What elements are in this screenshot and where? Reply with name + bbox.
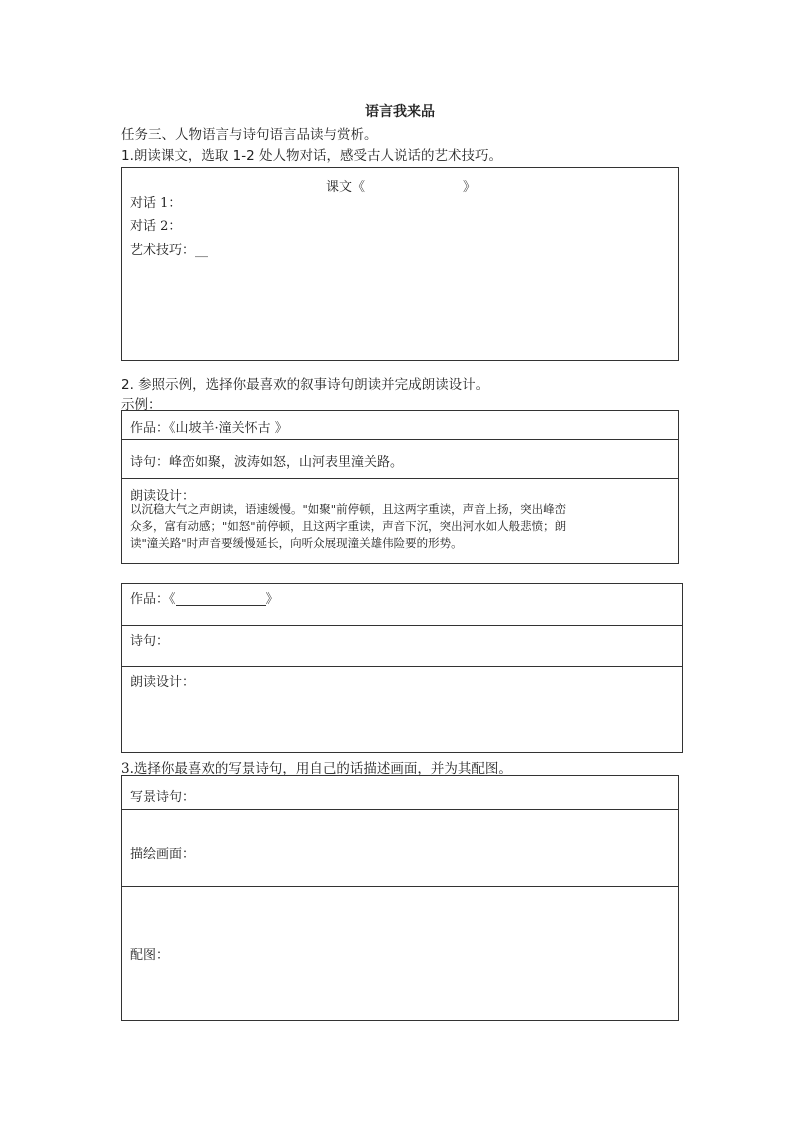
dialogue-1-label: 对话 1： bbox=[130, 196, 182, 211]
text-title-close: 》 bbox=[463, 180, 477, 195]
example-table bbox=[121, 410, 679, 564]
design-line: 众多，富有动感；"如怒"前停顿，且这两字重读，声音下沉，突出河水如人般悲愤；朗 bbox=[130, 519, 567, 533]
technique-label: 艺术技巧：__ bbox=[130, 243, 209, 258]
example-work: 作品：《山坡羊·潼关怀古 》 bbox=[130, 421, 288, 436]
answer-design-row[interactable] bbox=[122, 667, 682, 752]
work-close: 》 bbox=[265, 592, 279, 607]
example-design-label: 朗读设计： bbox=[130, 489, 196, 504]
page-title: 语言我来品 bbox=[365, 104, 435, 120]
design-line: 读"潼关路"时声音要缓慢延长，向听众展现潼关雄伟险要的形势。 bbox=[130, 536, 463, 550]
text-title-open: 课文《 bbox=[325, 180, 365, 195]
dialogue-2-label: 对话 2： bbox=[130, 219, 182, 234]
illustration-row[interactable] bbox=[122, 887, 678, 1020]
describe-row[interactable] bbox=[122, 810, 678, 887]
answer-verse-row[interactable] bbox=[122, 626, 682, 667]
q1-text-title-line bbox=[122, 176, 680, 195]
example-verse: 诗句：峰峦如聚，波涛如怒，山河表里潼关路。 bbox=[130, 455, 404, 470]
answer-verse-label: 诗句： bbox=[130, 634, 170, 649]
answer-work-row bbox=[122, 584, 682, 626]
task-heading: 任务三、人物语言与诗句语言品读与赏析。 bbox=[121, 127, 378, 143]
q1-answer-box bbox=[121, 167, 679, 361]
describe-label: 描绘画面： bbox=[130, 847, 196, 862]
example-verse-row bbox=[122, 440, 678, 479]
q1-prompt: 1.朗读课文，选取 1-2 处人物对话，感受古人说话的艺术技巧。 bbox=[121, 148, 503, 164]
q3-table bbox=[121, 775, 679, 1021]
scenic-verse-row[interactable] bbox=[122, 776, 678, 810]
example-design-text bbox=[130, 501, 675, 552]
answer-work bbox=[130, 588, 279, 607]
example-label: 示例： bbox=[121, 397, 162, 413]
example-work-row bbox=[122, 411, 678, 440]
example-design-row bbox=[122, 479, 678, 563]
design-line: 以沉稳大气之声朗读，语速缓慢。"如聚"前停顿，且这两字重读，声音上扬，突出峰峦 bbox=[130, 502, 567, 516]
illustration-label: 配图： bbox=[130, 948, 170, 963]
q3-prompt: 3.选择你最喜欢的写景诗句，用自己的话描述画面，并为其配图。 bbox=[121, 761, 512, 777]
answer-table bbox=[121, 583, 683, 753]
q2-prompt: 2. 参照示例，选择你最喜欢的叙事诗句朗读并完成朗读设计。 bbox=[121, 377, 490, 393]
work-open: 作品：《 bbox=[130, 592, 176, 607]
scenic-verse-label: 写景诗句： bbox=[130, 790, 196, 805]
answer-design-label: 朗读设计： bbox=[130, 675, 196, 690]
work-title-blank[interactable] bbox=[176, 591, 266, 606]
